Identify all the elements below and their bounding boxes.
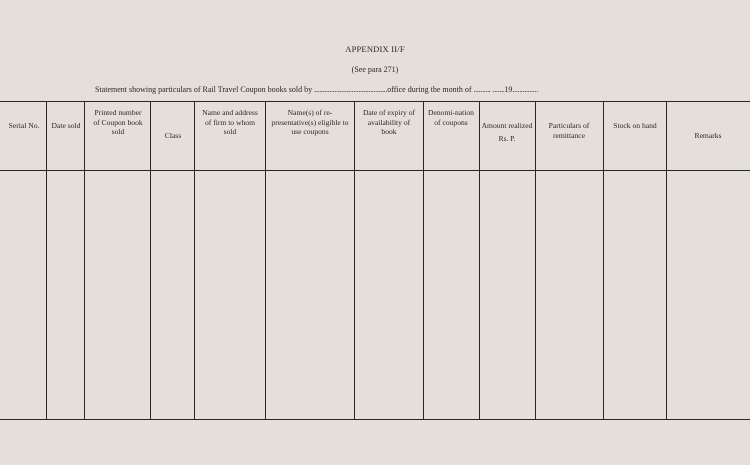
statement-text-start: Statement showing particulars of Rail Travel Coupon books sold by — [95, 85, 313, 94]
year-prefix: 19 — [504, 85, 513, 94]
column-divider — [84, 101, 85, 420]
column-divider — [46, 101, 47, 420]
month-blank: .......... — [473, 85, 491, 94]
col-name-address: Name and address of firm to whom sold — [202, 108, 258, 137]
col-remarks: Remarks — [694, 131, 722, 140]
office-name-blank: ........................................... — [314, 85, 388, 94]
column-divider — [354, 101, 355, 420]
column-divider — [479, 101, 480, 420]
statement-line — [95, 85, 715, 94]
col-serial-no: Serial No. — [8, 121, 40, 130]
table-top-rule — [0, 101, 750, 102]
statement-text-middle: office during the month of — [387, 85, 472, 94]
table-bottom-rule — [0, 419, 750, 420]
col-stock-on-hand: Stock on hand — [613, 121, 657, 130]
month-blank-2: ....... — [492, 85, 505, 94]
column-divider — [603, 101, 604, 420]
col-date-expiry: Date of expiry of availability of book — [362, 108, 416, 137]
column-divider — [666, 101, 667, 420]
col-denomination: Denomi-nation of coupons — [428, 108, 474, 127]
col-particulars-remittance: Particulars of remittance — [548, 121, 590, 140]
col-printed-number: Printed number of Coupon book sold — [93, 108, 143, 137]
column-divider — [535, 101, 536, 420]
header-bottom-rule — [0, 170, 750, 171]
column-divider — [423, 101, 424, 420]
year-blank: ............... — [512, 85, 538, 94]
rupees-paise-subheading: Rs. P. — [498, 133, 516, 143]
column-divider — [150, 101, 151, 420]
col-amount-realized: Amount realized Rs. P. — [481, 121, 533, 143]
col-class: Class — [164, 131, 182, 140]
appendix-title: APPENDIX II/F — [345, 44, 405, 54]
see-para-reference: (See para 271) — [351, 65, 399, 74]
column-divider — [265, 101, 266, 420]
col-date-sold: Date sold — [51, 121, 81, 130]
column-divider — [194, 101, 195, 420]
col-representatives: Name(s) of re-presentative(s) eligible to use coupons — [271, 108, 349, 137]
